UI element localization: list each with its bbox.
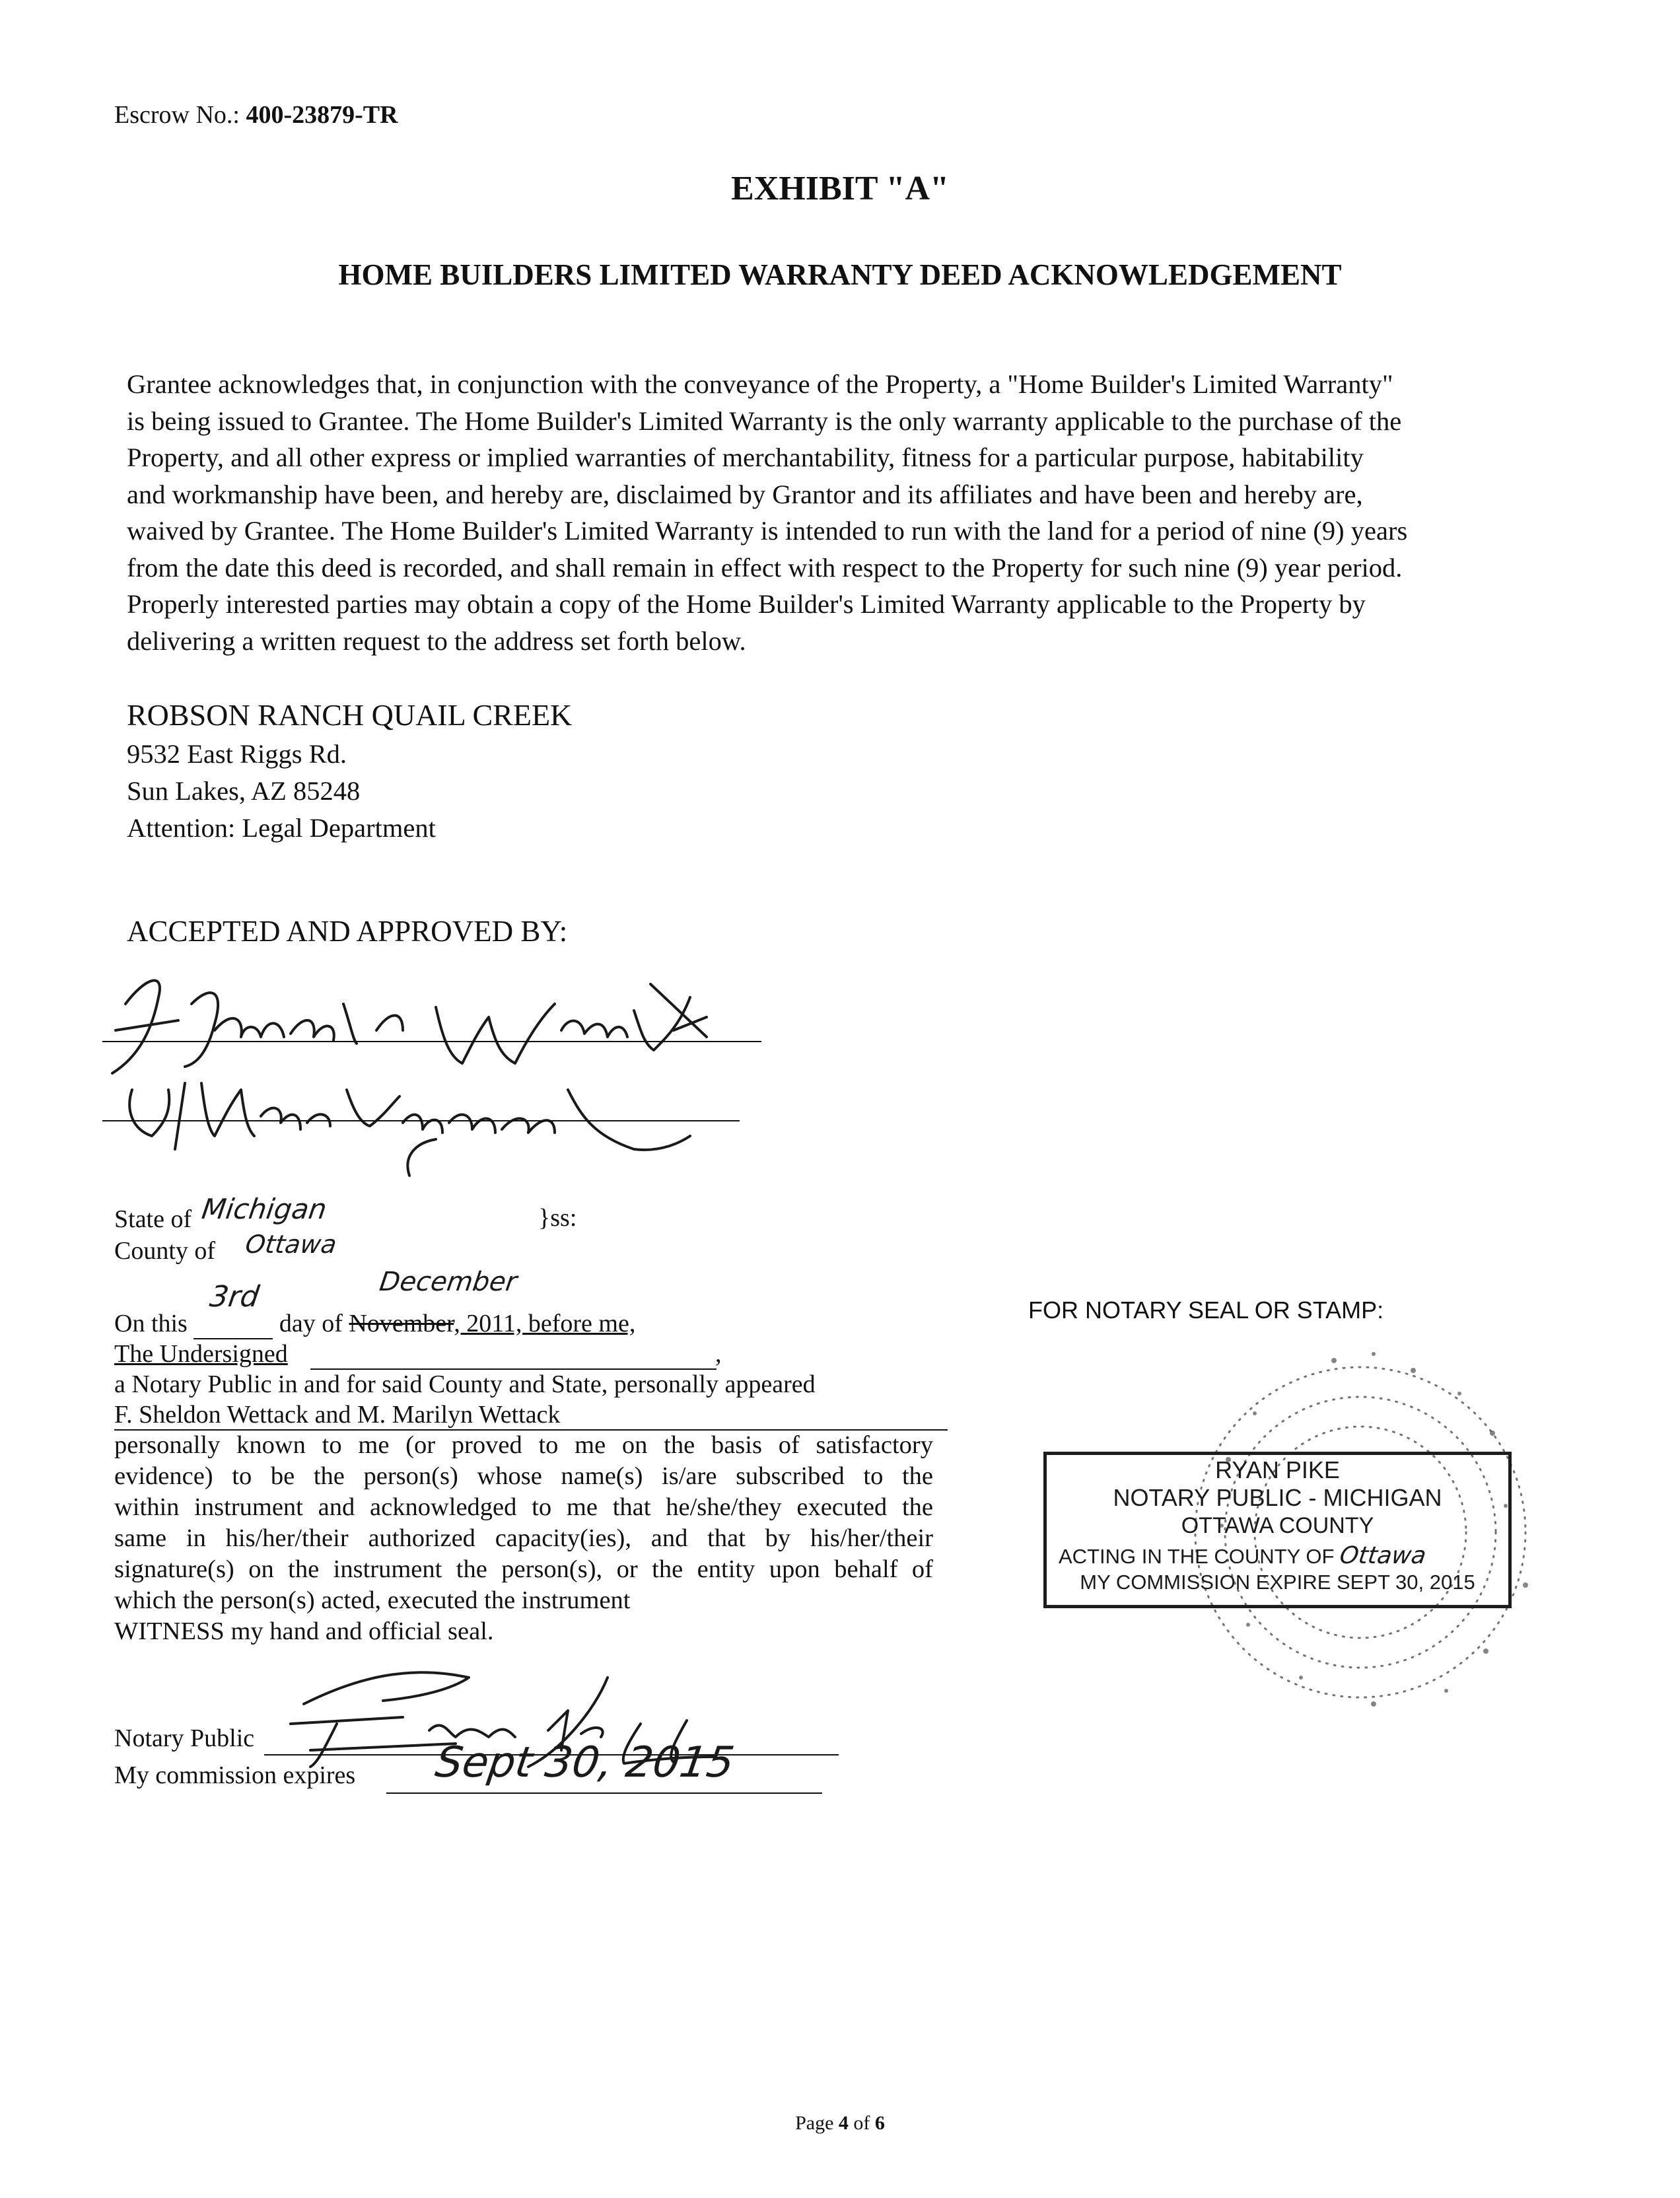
acknowledgement-paragraph bbox=[114, 1430, 933, 1647]
document-title: HOME BUILDERS LIMITED WARRANTY DEED ACKNOWLEDGEMENT bbox=[338, 258, 1342, 291]
ack-line: WITNESS my hand and official seal. bbox=[114, 1617, 494, 1645]
paragraph-line: delivering a written request to the address set forth below. bbox=[127, 625, 746, 656]
street-address: 9532 East Riggs Rd. bbox=[127, 739, 347, 769]
month-struck: November bbox=[349, 1310, 454, 1337]
signature-line-1 bbox=[102, 1041, 761, 1042]
warranty-paragraph bbox=[127, 366, 1576, 659]
ack-line: evidence) to be the person(s) whose name(s) is/are subscribed to the bbox=[114, 1462, 933, 1490]
escrow-label: Escrow No.: bbox=[114, 101, 240, 129]
grantee-signature-2 bbox=[92, 1050, 779, 1182]
officer-line bbox=[114, 1339, 717, 1368]
stamp-acting-line bbox=[1047, 1542, 1520, 1569]
exhibit-title: EXHIBIT "A" bbox=[731, 170, 949, 207]
paragraph-line: Grantee acknowledges that, in conjunction with the conveyance of the Property, a "Home Builder's Limited Warranty" bbox=[127, 369, 1393, 399]
on-this-label: On this bbox=[114, 1310, 188, 1337]
page-label: Page bbox=[795, 2112, 834, 2134]
attention-line: Attention: Legal Department bbox=[127, 813, 436, 843]
stamp-expiration: MY COMMISSION EXPIRE SEPT 30, 2015 bbox=[1080, 1571, 1475, 1594]
year-text: , 2011, before me, bbox=[454, 1310, 636, 1337]
stamp-county: OTTAWA COUNTY bbox=[1181, 1513, 1374, 1538]
state-label: State of bbox=[114, 1205, 192, 1233]
escrow-number-line bbox=[114, 100, 398, 129]
paragraph-line: from the date this deed is recorded, and shall remain in effect with respect to the Property for such nine (9) year period. bbox=[127, 552, 1403, 583]
page-number bbox=[0, 2112, 1680, 2135]
commission-label: My commission expires bbox=[114, 1761, 356, 1789]
notary-stamp bbox=[1043, 1452, 1512, 1608]
stamp-acting-label: ACTING IN THE COUNTY OF bbox=[1059, 1545, 1335, 1568]
stamp-notary-title: NOTARY PUBLIC - MICHIGAN bbox=[1113, 1484, 1442, 1511]
paragraph-line: Properly interested parties may obtain a copy of the Home Builder's Limited Warranty applicable to the Property by bbox=[127, 589, 1366, 619]
page-current: 4 bbox=[838, 2112, 849, 2134]
day-of-label: day of bbox=[279, 1310, 343, 1337]
officer-name: The Undersigned bbox=[114, 1340, 288, 1368]
day-blank bbox=[193, 1309, 273, 1339]
escrow-number: 400-23879-TR bbox=[246, 101, 398, 129]
month-handwritten: December bbox=[377, 1267, 519, 1297]
page-total: 6 bbox=[874, 2112, 885, 2134]
notary-appearance-line: a Notary Public in and for said County and State, personally appeared bbox=[114, 1370, 816, 1398]
company-name: ROBSON RANCH QUAIL CREEK bbox=[127, 698, 573, 732]
ack-line: same in his/her/their authorized capacity(ies), and that by his/her/their bbox=[114, 1524, 933, 1552]
officer-suffix: , bbox=[715, 1340, 722, 1368]
county-label: County of bbox=[114, 1237, 216, 1265]
paragraph-line: waived by Grantee. The Home Builder's Limited Warranty is intended to run with the land for a period of nine (9) years bbox=[127, 516, 1408, 546]
ack-line: signature(s) on the instrument the person(s), or the entity upon behalf of bbox=[114, 1555, 933, 1583]
paragraph-line: Property, and all other express or implied warranties of merchantability, fitness for a particular purpose, habitability bbox=[127, 443, 1364, 472]
ack-line: personally known to me (or proved to me on the basis of satisfactory bbox=[114, 1431, 933, 1459]
city-state-zip: Sun Lakes, AZ 85248 bbox=[127, 776, 361, 806]
stamp-acting-value: Ottawa bbox=[1338, 1542, 1428, 1569]
signature-line-2 bbox=[102, 1120, 740, 1121]
state-value: Michigan bbox=[199, 1193, 329, 1225]
seal-label: FOR NOTARY SEAL OR STAMP: bbox=[1028, 1296, 1384, 1324]
accepted-label: ACCEPTED AND APPROVED BY: bbox=[127, 915, 568, 948]
stamp-notary-name: RYAN PIKE bbox=[1215, 1456, 1340, 1483]
appeared-names: F. Sheldon Wettack and M. Marilyn Wettack bbox=[114, 1401, 561, 1429]
notary-public-label: Notary Public bbox=[114, 1724, 255, 1752]
commission-line bbox=[386, 1792, 822, 1794]
ss-label: }ss: bbox=[538, 1204, 577, 1232]
paragraph-line: and workmanship have been, and hereby are, disclaimed by Grantor and its affiliates and have been and hereby are, bbox=[127, 479, 1363, 509]
on-this-line bbox=[114, 1309, 635, 1339]
ack-line: which the person(s) acted, executed the instrument bbox=[114, 1586, 631, 1614]
ack-line: within instrument and acknowledged to me that he/she/they executed the bbox=[114, 1493, 933, 1521]
paragraph-line: is being issued to Grantee. The Home Builder's Limited Warranty is the only warranty applicable to the purchase of the bbox=[127, 406, 1402, 436]
day-handwritten: 3rd bbox=[207, 1280, 262, 1314]
county-value: Ottawa bbox=[243, 1230, 339, 1259]
grantor-address bbox=[127, 695, 572, 847]
page-of-label: of bbox=[853, 2112, 870, 2134]
commission-value: Sept 30, 2015 bbox=[432, 1738, 738, 1787]
